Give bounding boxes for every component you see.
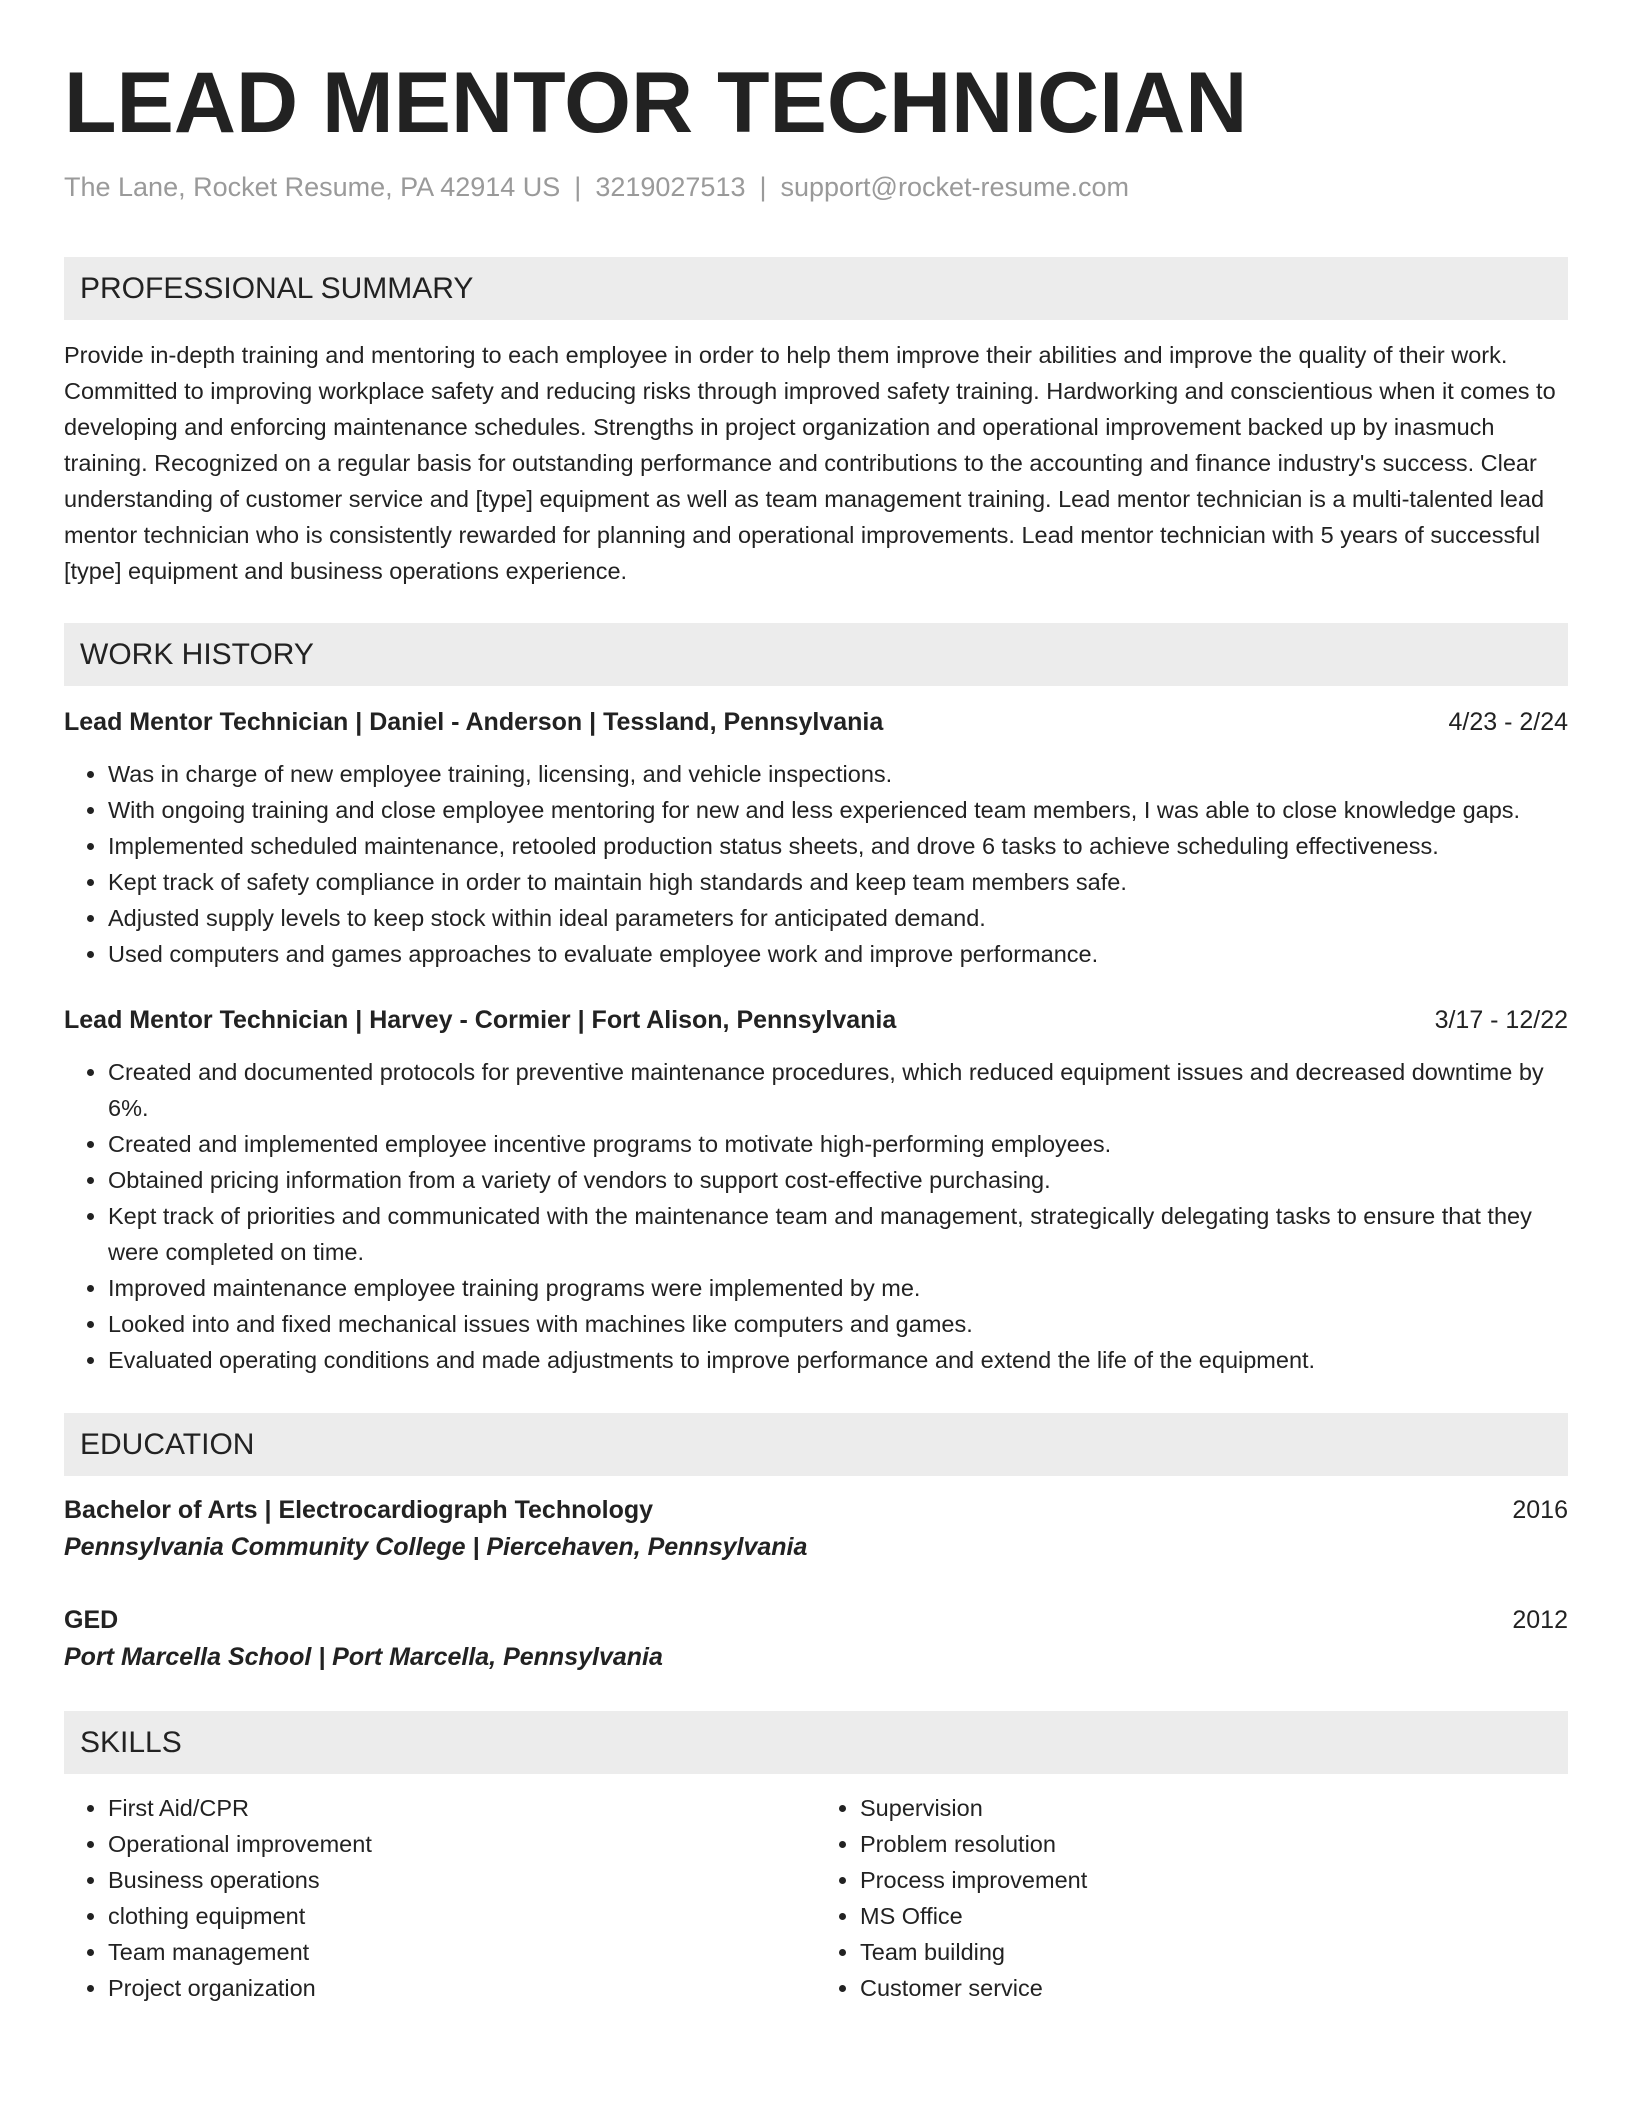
education-year: 2012 bbox=[1512, 1606, 1568, 1635]
contact-separator: | bbox=[759, 172, 767, 202]
education-degree: GED bbox=[64, 1606, 119, 1635]
candidate-name: LEAD MENTOR TECHNICIAN bbox=[64, 55, 1248, 151]
contact-email: support@rocket-resume.com bbox=[780, 172, 1130, 202]
skill-item: • clothing equipment bbox=[108, 1898, 816, 1934]
work-history-heading: WORK HISTORY bbox=[64, 623, 1568, 686]
job-bullet: • With ongoing training and close employee mentoring for new and less experienced team members, I was able to close knowledge gaps. bbox=[108, 792, 1568, 828]
job-header bbox=[64, 704, 1568, 740]
skill-item: • Operational improvement bbox=[108, 1826, 816, 1862]
skills-column-left bbox=[64, 1790, 816, 2006]
job-bullet: • Created and implemented employee incentive programs to motivate high-performing employees. bbox=[108, 1126, 1568, 1162]
job-bullet: • Looked into and fixed mechanical issues with machines like computers and games. bbox=[108, 1306, 1568, 1342]
skill-item: • Team building bbox=[860, 1934, 1568, 1970]
skill-item: • Customer service bbox=[860, 1970, 1568, 2006]
job-bullets bbox=[64, 756, 1568, 972]
contact-separator: | bbox=[574, 172, 582, 202]
skill-item: • First Aid/CPR bbox=[108, 1790, 816, 1826]
education-school: Port Marcella School | Port Marcella, Pennsylvania bbox=[64, 1643, 663, 1672]
job-bullet: • Adjusted supply levels to keep stock within ideal parameters for anticipated demand. bbox=[108, 900, 1568, 936]
job-bullet: • Improved maintenance employee training programs were implemented by me. bbox=[108, 1270, 1568, 1306]
skill-item: • Problem resolution bbox=[860, 1826, 1568, 1862]
job-title: Lead Mentor Technician | Harvey - Cormier | Fort Alison, Pennsylvania bbox=[64, 1006, 897, 1035]
education-school: Pennsylvania Community College | Piercehaven, Pennsylvania bbox=[64, 1533, 808, 1562]
job-header bbox=[64, 1002, 1568, 1038]
summary-text: Provide in-depth training and mentoring to each employee in order to help them improve their abilities and improve the quality of their work. Committed to improving workplace safety and reducing risks through improved safety training. Hardworking and conscientious when it comes to developing and enforcing maintenance schedules. Strengths in project organization and operational improvement backed up by inasmuch training. Recognized on a regular basis for outstanding performance and contributions to the accounting and finance industry's success. Clear understanding of customer service and [type] equipment as well as team management training. Lead mentor technician is a multi-talented lead mentor technician who is consistently rewarded for planning and operational improvements. Lead mentor technician with 5 years of successful [type] equipment and business operations experience. bbox=[64, 342, 1556, 585]
education-degree: Bachelor of Arts | Electrocardiograph Technology bbox=[64, 1496, 654, 1525]
skills-heading: SKILLS bbox=[64, 1711, 1568, 1774]
job-bullet: • Evaluated operating conditions and made adjustments to improve performance and extend the life of the equipment. bbox=[108, 1342, 1568, 1378]
education-entry-header bbox=[64, 1492, 1568, 1528]
skills-column-right bbox=[816, 1790, 1568, 2006]
job-dates: 4/23 - 2/24 bbox=[1448, 708, 1568, 737]
job-bullets bbox=[64, 1054, 1568, 1378]
summary-heading: PROFESSIONAL SUMMARY bbox=[64, 257, 1568, 320]
job-bullet: • Implemented scheduled maintenance, retooled production status sheets, and drove 6 tasks to achieve scheduling effectiveness. bbox=[108, 828, 1568, 864]
job-bullet: • Created and documented protocols for preventive maintenance procedures, which reduced equipment issues and decreased downtime by 6%. bbox=[108, 1054, 1568, 1126]
job-bullet: • Used computers and games approaches to evaluate employee work and improve performance. bbox=[108, 936, 1568, 972]
job-bullet: • Kept track of priorities and communicated with the maintenance team and management, strategically delegating tasks to ensure that they were completed on time. bbox=[108, 1198, 1568, 1270]
contact-line bbox=[64, 170, 1568, 205]
skill-item: • Project organization bbox=[108, 1970, 816, 2006]
skill-item: • Process improvement bbox=[860, 1862, 1568, 1898]
skill-item: • Supervision bbox=[860, 1790, 1568, 1826]
education-entry-header bbox=[64, 1602, 1568, 1638]
job-dates: 3/17 - 12/22 bbox=[1434, 1006, 1568, 1035]
contact-phone: 3219027513 bbox=[595, 172, 746, 202]
skills-list bbox=[64, 1790, 1568, 2006]
education-heading: EDUCATION bbox=[64, 1413, 1568, 1476]
job-title: Lead Mentor Technician | Daniel - Anderson | Tessland, Pennsylvania bbox=[64, 708, 884, 737]
job-bullet: • Kept track of safety compliance in order to maintain high standards and keep team members safe. bbox=[108, 864, 1568, 900]
education-year: 2016 bbox=[1512, 1496, 1568, 1525]
skill-item: • MS Office bbox=[860, 1898, 1568, 1934]
job-bullet: • Obtained pricing information from a variety of vendors to support cost-effective purchasing. bbox=[108, 1162, 1568, 1198]
job-bullet: • Was in charge of new employee training, licensing, and vehicle inspections. bbox=[108, 756, 1568, 792]
contact-address: The Lane, Rocket Resume, PA 42914 US bbox=[64, 172, 561, 202]
skill-item: • Business operations bbox=[108, 1862, 816, 1898]
skill-item: • Team management bbox=[108, 1934, 816, 1970]
